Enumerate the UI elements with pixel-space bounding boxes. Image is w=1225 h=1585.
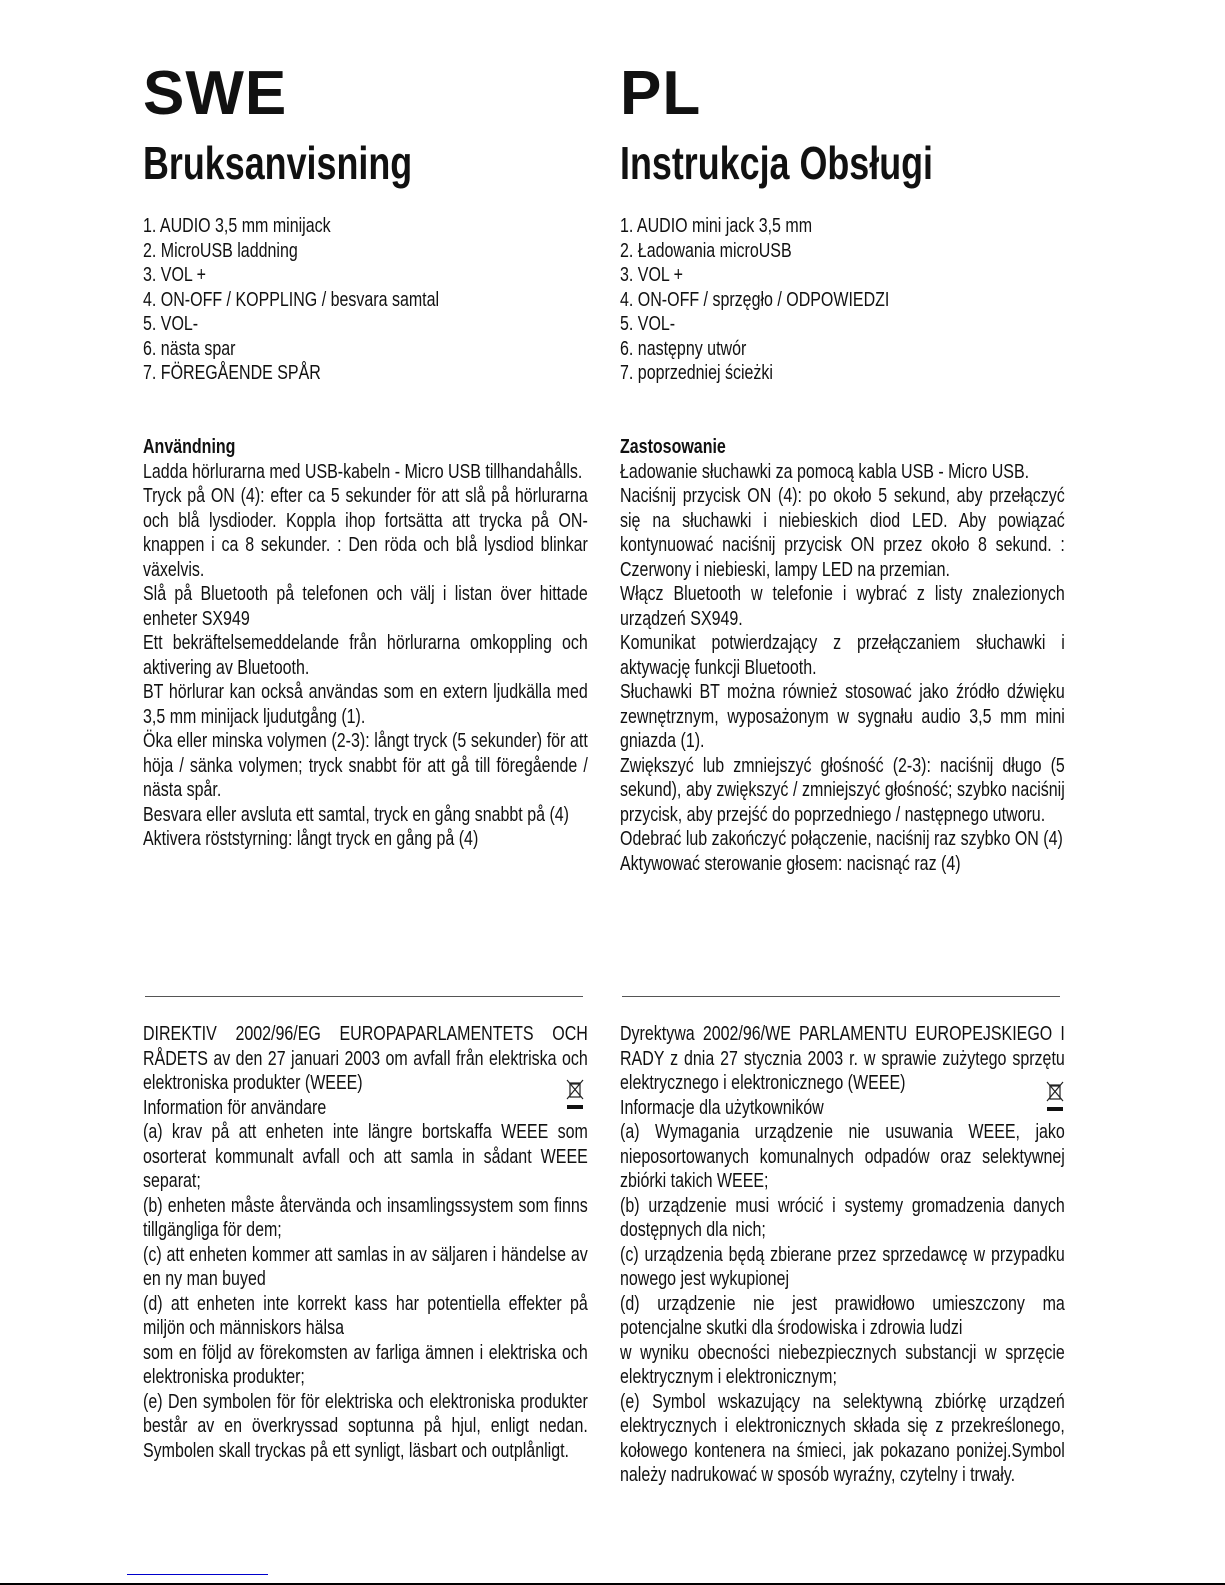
paragraph: Włącz Bluetooth w telefonie i wybrać z listy znalezionych urządzeń SX949. <box>620 583 1065 630</box>
blue-underline <box>127 1574 268 1575</box>
pl-language-heading: PL <box>620 59 702 128</box>
pl-usage-section <box>620 435 1065 876</box>
list-item: 2. Ładowania microUSB <box>620 239 792 262</box>
divider <box>145 996 583 997</box>
paragraph: Slå på Bluetooth på telefonen och välj i listan över hittade enheter SX949 <box>143 583 588 630</box>
list-item: 6. nästa spar <box>143 337 236 360</box>
list-item: 6. następny utwór <box>620 337 747 360</box>
list-item: 1. AUDIO 3,5 mm minijack <box>143 215 331 237</box>
paragraph: Odebrać lub zakończyć połączenie, naciśnij raz szybko ON (4) <box>620 828 1063 850</box>
usage-heading: Användning <box>143 436 236 458</box>
paragraph: (b) enheten måste återvända och insamlingssystem som finns tillgängliga för dem; <box>143 1194 588 1241</box>
usage-heading: Zastosowanie <box>620 436 726 458</box>
paragraph: (a) Wymagania urządzenie nie usuwania WEEE, jako nieposortowanych komunalnych odpadów oraz selektywnej zbiórki takich WEEE; <box>620 1121 1065 1192</box>
paragraph: (e) Symbol wskazujący na selektywną zbiórkę urządzeń elektrycznych i elektronicznych składa się z przekreślonego, kołowego kontenera na śmieci, jak pokazano poniżej.Symbol należy nadrukować w sposób wyraźny, czytelny i trwały. <box>620 1390 1065 1486</box>
paragraph: Komunikat potwierdzający z przełączaniem słuchawki i aktywację funkcji Bluetooth. <box>620 632 1065 679</box>
paragraph: w wyniku obecności niebezpiecznych substancji w sprzęcie elektrycznym i elektronicznym; <box>620 1341 1065 1388</box>
swe-weee-section <box>143 1022 588 1463</box>
list-item: 7. poprzedniej ścieżki <box>620 362 773 384</box>
list-item: 3. VOL + <box>143 264 206 286</box>
paragraph: (e) Den symbolen för för elektriska och elektroniska produkter består av en överkryssad soptunna på hjul, enligt nedan. Symbolen skall tryckas på ett synligt, läsbart och outplånligt. <box>143 1390 588 1462</box>
paragraph: Zwiększyć lub zmniejszyć głośność (2-3): naciśnij długo (5 sekund), aby zwiększyć / zmniejszyć głośność; szybko naciśnij przycisk, aby przejść do poprzedniego / następnego utworu. <box>620 754 1065 826</box>
paragraph: Ladda hörlurarna med USB-kabeln - Micro USB tillhandahålls. <box>143 460 583 483</box>
pl-parts-list <box>620 214 1065 386</box>
paragraph: Besvara eller avsluta ett samtal, tryck en gång snabbt på (4) <box>143 803 569 826</box>
list-item: 4. ON-OFF / sprzęgło / ODPOWIEDZI <box>620 288 890 311</box>
list-item: 1. AUDIO mini jack 3,5 mm <box>620 215 813 237</box>
paragraph: Tryck på ON (4): efter ca 5 sekunder för att slå på hörlurarna och blå lysdioder. Koppla ihop fortsätta att trycka på ON-knappen i ca 8 sekunder. : Den röda och blå lysdiod blinkar växelvis. <box>143 485 588 581</box>
list-item: 7. FÖREGÅENDE SPÅR <box>143 362 321 384</box>
list-item: 4. ON-OFF / KOPPLING / besvara samtal <box>143 288 440 311</box>
list-item: 2. MicroUSB laddning <box>143 239 298 262</box>
paragraph: (d) att enheten inte korrekt kass har potentiella effekter på miljön och människors hälsa <box>143 1292 588 1339</box>
pl-weee-section <box>620 1022 1065 1488</box>
paragraph: DIREKTIV 2002/96/EG EUROPAPARLAMENTETS OCH RÅDETS av den 27 januari 2003 om avfall från elektriska och elektroniska produkter (WEEE) <box>143 1023 588 1094</box>
paragraph: (a) krav på att enheten inte längre bortskaffa WEEE som osorterat kommunalt avfall och att samla in sådant WEEE separat; <box>143 1121 588 1192</box>
weee-bin-icon <box>1045 1080 1065 1116</box>
paragraph: Aktywować sterowanie głosem: nacisnąć raz (4) <box>620 852 961 875</box>
paragraph: Öka eller minska volymen (2-3): långt tryck (5 sekunder) för att höja / sänka volymen; tryck snabbt för att gå till föregående / nästa spår. <box>143 730 588 801</box>
weee-bin-icon <box>565 1078 585 1114</box>
swe-usage-section <box>143 435 588 852</box>
paragraph: som en följd av förekomsten av farliga ämnen i elektriska och elektroniska produkter; <box>143 1341 588 1388</box>
list-item: 3. VOL + <box>620 264 683 286</box>
swe-title: Bruksanvisning <box>143 137 413 189</box>
paragraph: BT hörlurar kan också användas som en extern ljudkälla med 3,5 mm minijack ljudutgång (1). <box>143 681 588 728</box>
paragraph: Słuchawki BT można również stosować jako źródło dźwięku zewnętrznym, wyposażonym w sygnału audio 3,5 mm mini gniazda (1). <box>620 681 1065 752</box>
paragraph: Ett bekräftelsemeddelande från hörlurarna omkoppling och aktivering av Bluetooth. <box>143 632 588 679</box>
swe-language-heading: SWE <box>143 59 288 128</box>
paragraph: Dyrektywa 2002/96/WE PARLAMENTU EUROPEJSKIEGO I RADY z dnia 27 stycznia 2003 r. w sprawie zużytego sprzętu elektrycznego i elektronicznego (WEEE) <box>620 1023 1065 1094</box>
paragraph: (d) urządzenie nie jest prawidłowo umieszczony ma potencjalne skutki dla środowiska i zdrowia ludzi <box>620 1292 1065 1339</box>
paragraph: Aktivera röststyrning: långt tryck en gång på (4) <box>143 828 479 850</box>
paragraph: Ładowanie słuchawki za pomocą kabla USB - Micro USB. <box>620 460 1030 483</box>
paragraph: Naciśnij przycisk ON (4): po około 5 sekund, aby przełączyć się na słuchawki i niebieskich diod LED. Aby powiązać kontynuować naciśnij przycisk ON przez około 8 sekund. : Czerwony i niebieski, lampy LED na przemian. <box>620 485 1065 581</box>
list-item: 5. VOL- <box>143 313 199 335</box>
divider <box>622 996 1060 997</box>
pl-title: Instrukcja Obsługi <box>620 137 934 189</box>
paragraph: (c) att enheten kommer att samlas in av säljaren i händelse av en ny man buyed <box>143 1243 588 1290</box>
paragraph: (c) urządzenia będą zbierane przez sprzedawcę w przypadku nowego jest wykupionej <box>620 1243 1065 1290</box>
list-item: 5. VOL- <box>620 313 676 335</box>
paragraph: (b) urządzenie musi wrócić i systemy gromadzenia danych dostępnych dla nich; <box>620 1194 1065 1241</box>
paragraph: Informacje dla użytkowników <box>620 1096 824 1119</box>
paragraph: Information för användare <box>143 1096 327 1119</box>
swe-parts-list <box>143 214 588 386</box>
